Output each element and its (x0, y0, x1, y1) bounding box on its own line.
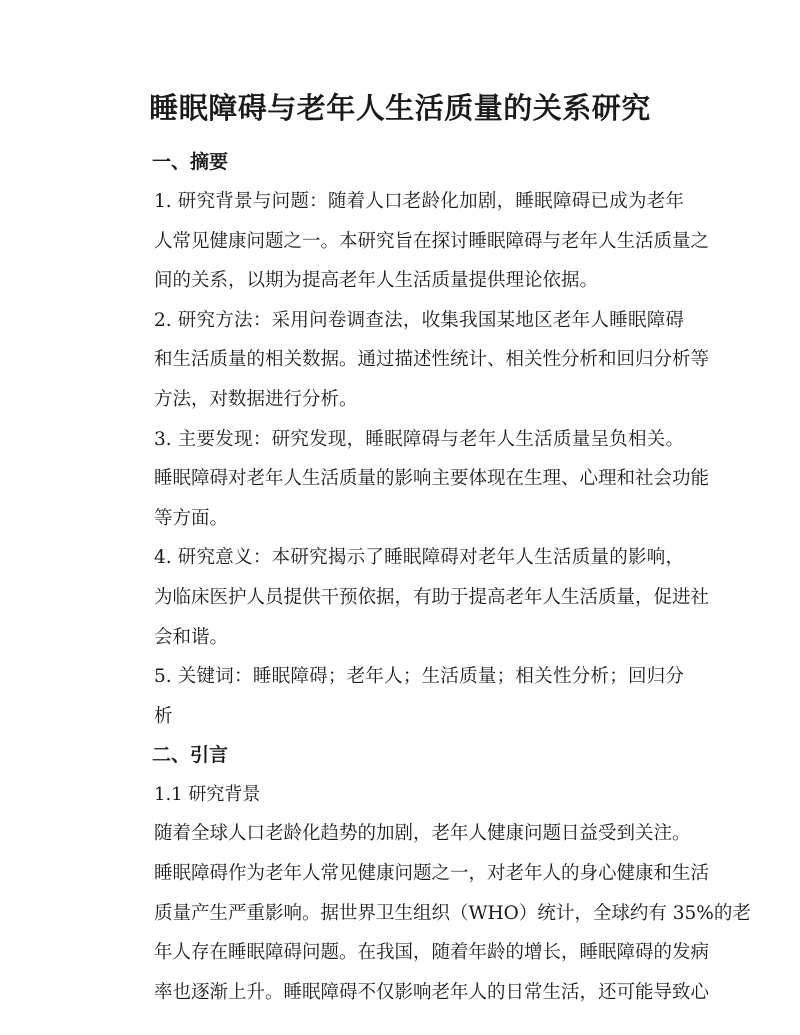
text-line: 睡眠障碍作为老年人常见健康问题之一，对老年人的身心健康和生活 (154, 862, 710, 884)
text-line: 方法，对数据进行分析。 (154, 388, 358, 410)
abstract-item-methods (118, 301, 710, 420)
text-line: 随着全球人口老龄化趋势的加剧，老年人健康问题日益受到关注。 (154, 823, 691, 845)
text-line: 率也逐渐上升。睡眠障碍不仅影响老年人的日常生活，还可能导致心 (154, 981, 710, 1003)
text-line: 1. 研究背景与问题：随着人口老龄化加剧，睡眠障碍已成为老年 (154, 191, 684, 212)
intro-subheading: 1.1 研究背景 (154, 784, 261, 806)
text-line: 5. 关键词：睡眠障碍；老年人；生活质量；相关性分析；回归分 (154, 666, 684, 688)
text-line: 质量产生严重影响。据世界卫生组织（WHO）统计，全球约有 35%的老 (154, 902, 751, 924)
text-line: 会和谐。 (154, 626, 229, 648)
abstract-heading: 一、摘要 (152, 151, 229, 173)
text-line: 等方面。 (154, 507, 229, 529)
text-line: 间的关系，以期为提高老年人生活质量提供理论依据。 (154, 270, 599, 292)
text-line: 为临床医护人员提供干预依据，有助于提高老年人生活质量，促进社 (154, 586, 710, 608)
abstract-item-significance (118, 538, 710, 657)
document-title: 睡眠障碍与老年人生活质量的关系研究 (149, 91, 651, 125)
text-line: 人常见健康问题之一。本研究旨在探讨睡眠障碍与老年人生活质量之 (154, 230, 710, 252)
document-body (118, 143, 751, 1012)
text-line: 年人存在睡眠障碍问题。在我国，随着年龄的增长，睡眠障碍的发病 (154, 942, 710, 964)
text-line: 和生活质量的相关数据。通过描述性统计、相关性分析和回归分析等 (154, 349, 710, 371)
text-line: 3. 主要发现：研究发现，睡眠障碍与老年人生活质量呈负相关。 (154, 428, 684, 450)
abstract-item-background (118, 182, 710, 301)
intro-heading: 二、引言 (152, 744, 229, 767)
text-line: 析 (154, 705, 173, 727)
intro-paragraph (118, 814, 751, 1012)
text-line: 睡眠障碍对老年人生活质量的影响主要体现在生理、心理和社会功能 (154, 468, 710, 490)
text-line: 2. 研究方法：采用问卷调查法，收集我国某地区老年人睡眠障碍 (154, 309, 684, 331)
abstract-item-findings (118, 420, 710, 539)
text-line: 4. 研究意义：本研究揭示了睡眠障碍对老年人生活质量的影响， (154, 547, 684, 569)
abstract-item-keywords (118, 657, 684, 736)
